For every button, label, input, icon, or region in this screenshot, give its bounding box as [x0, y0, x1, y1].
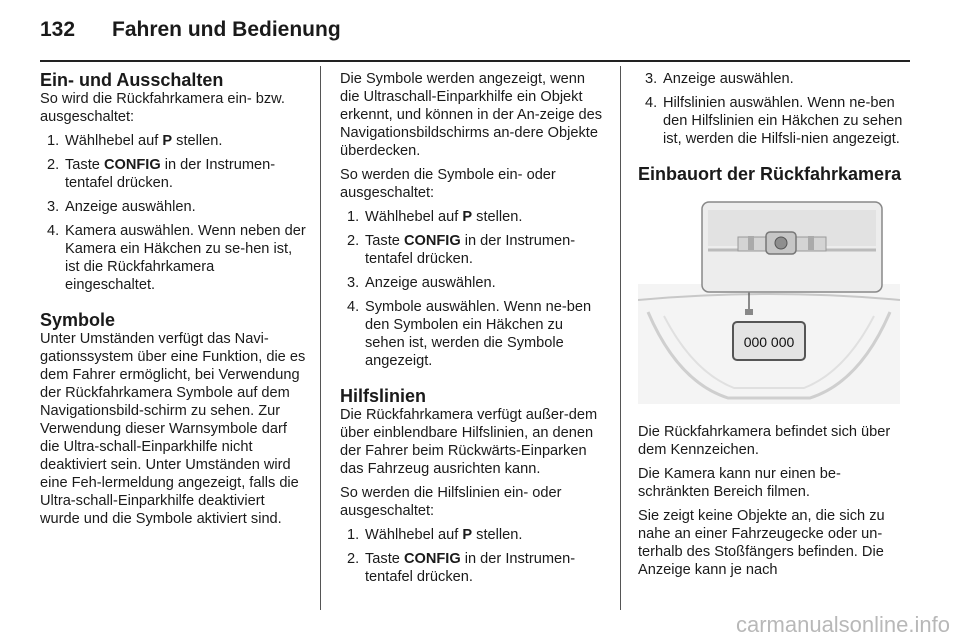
steps-list [40, 132, 308, 294]
section-heading-einbauort: Einbauort der Rückfahrkamera [638, 164, 902, 184]
list-item: 1. Wählhebel auf P stellen. [347, 209, 523, 225]
column-3 [638, 70, 908, 585]
list-item: 4. Hilfslinien auswählen. Wenn ne-ben den Hilfslinien ein Häkchen zu sehen ist, werden die Hilfsli-nien angezeigt. [645, 95, 903, 147]
list-item: 3. Anzeige auswählen. [47, 199, 196, 215]
camera-range-text: Die Kamera kann nur einen be-schränkten Bereich filmen. [638, 466, 841, 500]
watermark: carmanualsonline.info [735, 612, 950, 637]
camera-limits-text: Sie zeigt keine Objekte an, die sich zu nahe an einer Fahrzeugecke oder un-terhalb des Stoßfängers befinden. Die Anzeige kann je nach [638, 508, 885, 578]
section-heading-hilfslinien: Hilfslinien [340, 386, 427, 406]
hilfslinien-text: Die Rückfahrkamera verfügt außer-dem über einblendbare Hilfslinien, an denen der Fahrer beim Rückwärts-Einparken das Fahrzeug ausrichten kann. [340, 407, 598, 477]
list-item: 4. Kamera auswählen. Wenn neben der Kamera ein Häkchen zu se-hen ist, ist die Rückfahrkamera eingeschaltet. [47, 223, 306, 293]
hilfslinien-switch-intro: So werden die Hilfslinien ein- oder ausgeschaltet: [340, 485, 562, 519]
page-header [40, 18, 341, 42]
page-title: Fahren und Bedienung [112, 18, 341, 41]
header-rule [40, 60, 910, 62]
steps-list [638, 70, 908, 148]
symbole-text: Unter Umständen verfügt das Navi-gationssystem über eine Funktion, die es dem Fahrer ermöglicht, bei Verwendung der Rückfahrkamera Symbole auf dem Navigationsbild-schirm zu sehen. Zur Verwendung dieser Warnsymbole darf die Ultra-schall-Einparkhilfe nicht deaktiviert sein. Unter Umständen wird eine Feh-lermeldung angezeigt, falls die Ultra-schall-Einparkhilfe deaktiviert wurde und die Symbole aktiviert sind. [40, 331, 306, 527]
steps-list [340, 208, 606, 370]
steps-list [340, 526, 606, 586]
camera-location-illustration [638, 192, 900, 404]
symbole-info-text: Die Symbole werden angezeigt, wenn die Ultraschall-Einparkhilfe ein Objekt erkennt, und können in der An-zeige des Navigationsbildschirms an-dere Objekte überdecken. [340, 71, 603, 159]
list-item: 2. Taste CONFIG in der Instrumen-tentafel drücken. [347, 233, 576, 267]
page-number: 132 [40, 18, 76, 41]
column-divider [620, 66, 621, 610]
column-divider [320, 66, 321, 610]
list-item: 2. Taste CONFIG in der Instrumen-tentafel drücken. [47, 157, 276, 191]
list-item: 2. Taste CONFIG in der Instrumen-tentafel drücken. [347, 551, 576, 585]
list-item: 1. Wählhebel auf P stellen. [347, 527, 523, 543]
column-2 [340, 70, 606, 592]
symbole-switch-intro: So werden die Symbole ein- oder ausgeschaltet: [340, 167, 556, 201]
list-item: 4. Symbole auswählen. Wenn ne-ben den Symbolen ein Häkchen zu sehen ist, werden die Symbole angezeigt. [347, 299, 592, 369]
column-1 [40, 70, 308, 534]
list-item: 1. Wählhebel auf P stellen. [47, 133, 223, 149]
list-item: 3. Anzeige auswählen. [645, 71, 794, 87]
camera-location-text: Die Rückfahrkamera befindet sich über dem Kennzeichen. [638, 424, 891, 458]
plate-number: 000 000 [743, 334, 795, 350]
camera-marker [745, 309, 753, 315]
intro-text: So wird die Rückfahrkamera ein- bzw. ausgeschaltet: [40, 91, 285, 125]
list-item: 3. Anzeige auswählen. [347, 275, 496, 291]
section-heading-symbole: Symbole [40, 310, 116, 330]
section-heading-ein-ausschalten: Ein- und Ausschalten [40, 70, 224, 90]
